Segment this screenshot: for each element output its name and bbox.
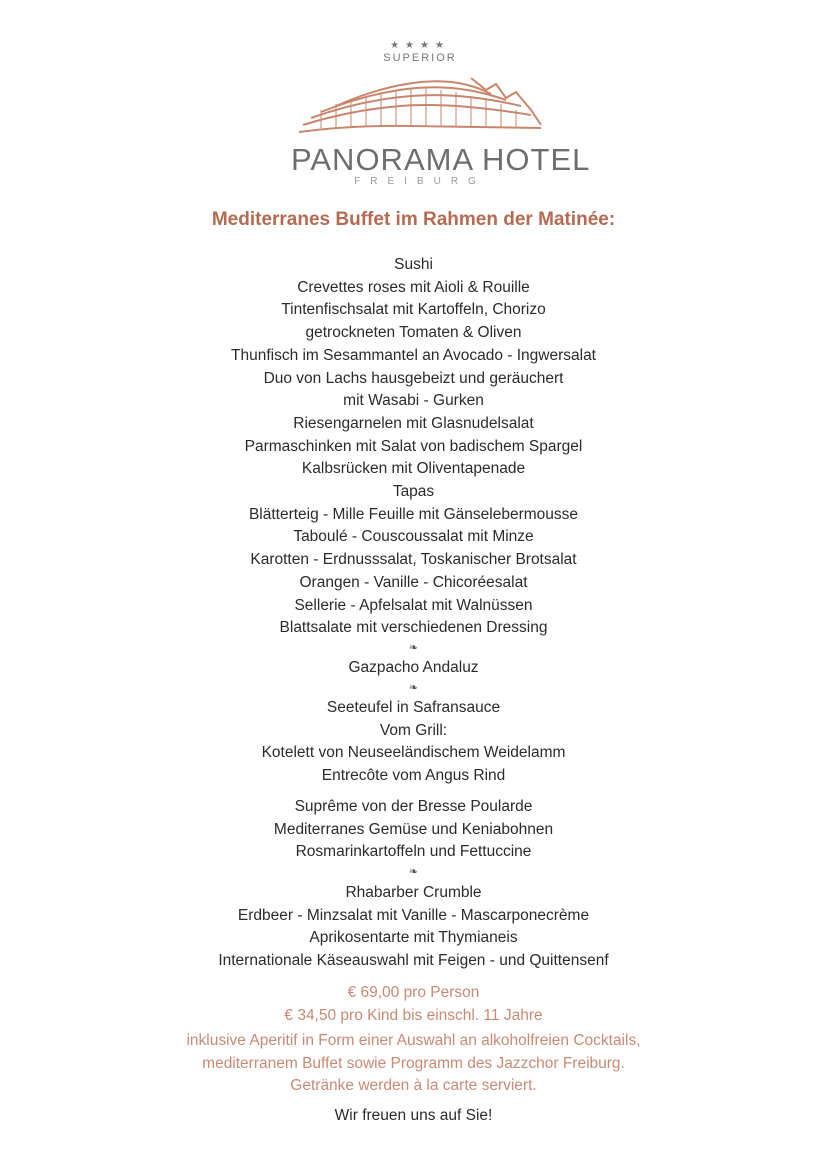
superior-label: SUPERIOR	[383, 52, 457, 64]
menu-title: Mediterranes Buffet im Rahmen der Matinée:	[211, 209, 616, 230]
inclusions-line: mediterranem Buffet sowie Programm des Jazzchor Freiburg.	[202, 1054, 625, 1072]
menu-item: Erdbeer - Minzsalat mit Vanille - Mascarponecrème	[237, 906, 590, 924]
menu-item: Kotelett von Neuseeländischem Weidelamm	[261, 744, 566, 762]
menu-item: Taboulé - Couscoussalat mit Minze	[293, 528, 534, 546]
menu-item: Internationale Käseauswahl mit Feigen - und Quittensenf	[218, 952, 609, 970]
menu-item: Riesengarnelen mit Glasnudelsalat	[293, 414, 534, 432]
ornament-divider-icon: ❧	[408, 866, 419, 879]
menu-item: Karotten - Erdnusssalat, Toskanischer Brotsalat	[250, 551, 577, 569]
menu-item: Entrecôte vom Angus Rind	[321, 767, 506, 785]
menu-item: Mediterranes Gemüse und Keniabohnen	[273, 820, 554, 838]
pricing-block	[0, 982, 827, 1027]
menu-item: Orangen - Vanille - Chicoréesalat	[299, 573, 528, 591]
menu-item: Aprikosentarte mit Thymianeis	[309, 929, 518, 947]
hotel-logo	[291, 40, 591, 187]
menu-item: Kalbsrücken mit Oliventapenade	[301, 460, 526, 478]
menu-item: Tintenfischsalat mit Kartoffeln, Chorizo	[281, 301, 546, 319]
menu-item: Rosmarinkartoffeln und Fettuccine	[295, 843, 532, 861]
price-per-child: € 34,50 pro Kind bis einschl. 11 Jahre	[284, 1006, 543, 1024]
ornament-divider-icon: ❧	[408, 641, 419, 654]
menu-section-desserts	[0, 882, 827, 973]
menu-section-soup	[0, 657, 827, 696]
menu-item: Suprême von der Bresse Poularde	[294, 798, 533, 815]
menu-item: Vom Grill:	[379, 721, 448, 739]
menu-item: Gazpacho Andaluz	[348, 659, 479, 676]
menu-section-sides	[0, 796, 827, 880]
hotel-name: PANORAMA HOTEL	[291, 142, 591, 177]
menu-item: Blätterteig - Mille Feuille mit Gänselebermousse	[248, 505, 579, 523]
ornament-divider-icon: ❧	[408, 681, 419, 694]
menu-item: Thunfisch im Sesammantel an Avocado - Ingwersalat	[230, 346, 596, 364]
menu-section-mains	[0, 697, 827, 788]
menu-item: Parmaschinken mit Salat von badischem Spargel	[244, 437, 583, 455]
menu-section-starters	[0, 254, 827, 656]
menu-item: getrockneten Tomaten & Oliven	[305, 324, 522, 342]
menu-item: Blattsalate mit verschiedenen Dressing	[279, 619, 548, 637]
price-per-person: € 69,00 pro Person	[347, 984, 480, 1001]
inclusions-block	[0, 1030, 827, 1098]
closing-text: Wir freuen uns auf Sie!	[334, 1107, 493, 1124]
menu-item: Crevettes roses mit Aioli & Rouille	[297, 278, 530, 296]
menu-item: Rhabarber Crumble	[345, 884, 482, 901]
hotel-city: FREIBURG	[354, 176, 486, 187]
rating-stars: ★★★★	[390, 40, 450, 51]
menu-item: Duo von Lachs hausgebeizt und geräuchert	[263, 369, 564, 387]
inclusions-line: inklusive Aperitif in Form einer Auswahl an alkoholfreien Cocktails,	[186, 1032, 641, 1049]
panorama-skyline-icon	[291, 70, 549, 142]
drinks-note: Getränke werden à la carte serviert.	[290, 1077, 537, 1094]
menu-item: Sushi	[394, 256, 433, 273]
menu-item: Tapas	[392, 483, 435, 501]
menu-item: mit Wasabi - Gurken	[343, 392, 484, 410]
menu-item: Seeteufel in Safransauce	[326, 699, 501, 716]
menu-item: Sellerie - Apfelsalat mit Walnüssen	[294, 596, 533, 614]
